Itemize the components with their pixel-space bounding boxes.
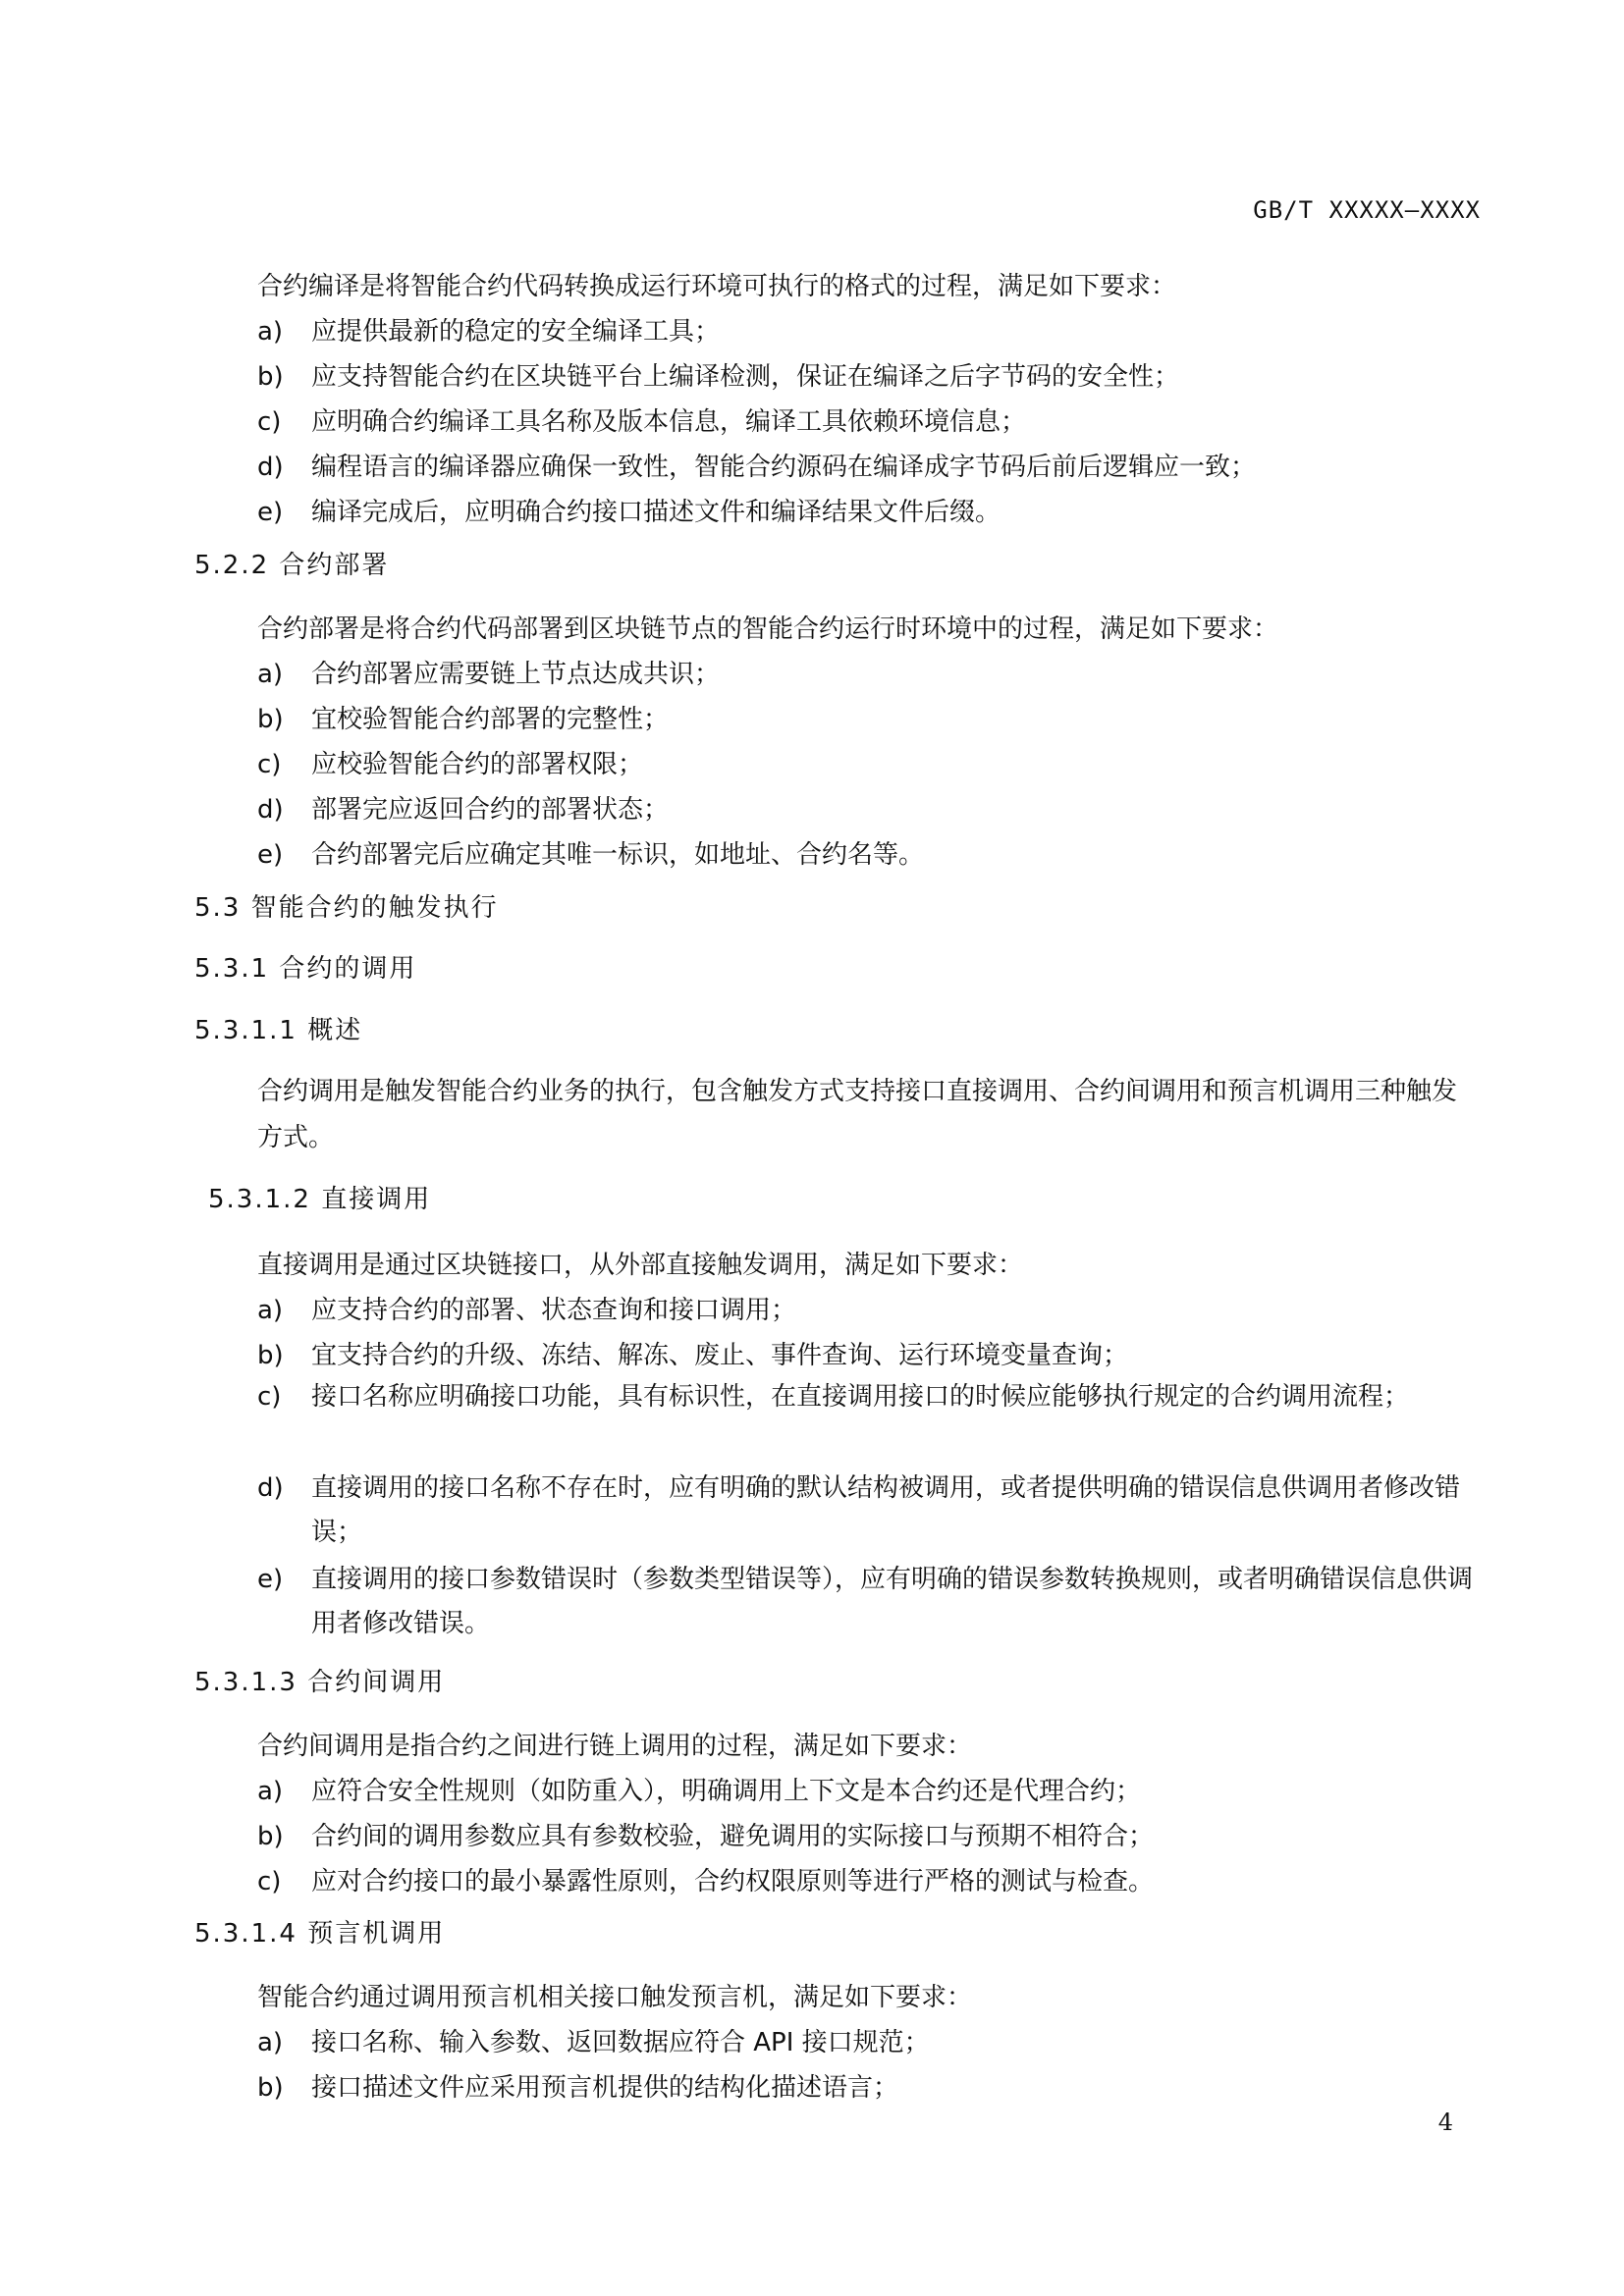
deploy-intro: 合约部署是将合约代码部署到区块链节点的智能合约运行时环境中的过程，满足如下要求： (257, 614, 1279, 644)
page-number: 4 (1437, 2109, 1453, 2136)
list-item: d) 部署完应返回合约的部署状态； (257, 795, 670, 825)
section-heading-5-3-1-4: 5.3.1.4 预言机调用 (194, 1919, 446, 1949)
compile-intro: 合约编译是将智能合约代码转换成运行环境可执行的格式的过程，满足如下要求： (257, 272, 1177, 301)
direct-intro: 直接调用是通过区块链接口，从外部直接触发调用，满足如下要求： (257, 1251, 1024, 1280)
list-item: c) 应对合约接口的最小暴露性原则，合约权限原则等进行严格的测试与检查。 (257, 1867, 1155, 1896)
list-item: b) 接口描述文件应采用预言机提供的结构化描述语言； (257, 2073, 899, 2103)
section-heading-5-2-2: 5.2.2 合约部署 (194, 551, 390, 580)
list-item: d) 编程语言的编译器应确保一致性，智能合约源码在编译成字节码后前后逻辑应一致； (257, 453, 1257, 482)
list-item: a) 应支持合约的部署、状态查询和接口调用； (257, 1296, 797, 1325)
section-heading-5-3-1-1: 5.3.1.1 概述 (194, 1016, 363, 1045)
section-heading-5-3-1-2: 5.3.1.2 直接调用 (208, 1185, 432, 1214)
list-item: a) 接口名称、输入参数、返回数据应符合 API 接口规范； (257, 2028, 930, 2057)
list-item: e) 合约部署完后应确定其唯一标识，如地址、合约名等。 (257, 840, 925, 870)
oracle-intro: 智能合约通过调用预言机相关接口触发预言机，满足如下要求： (257, 1983, 973, 2012)
list-item: c) 应校验智能合约的部署权限； (257, 750, 644, 779)
list-item: e) 编译完成后，应明确合约接口描述文件和编译结果文件后缀。 (257, 498, 1001, 527)
list-item: b) 合约间的调用参数应具有参数校验，避免调用的实际接口与预期不相符合； (257, 1822, 1155, 1851)
list-item: c) 应明确合约编译工具名称及版本信息，编译工具依赖环境信息； (257, 407, 1027, 437)
list-item: a) 合约部署应需要链上节点达成共识； (257, 660, 721, 689)
list-item: b) 应支持智能合约在区块链平台上编译检测，保证在编译之后字节码的安全性； (257, 362, 1180, 392)
list-item: b) 宜支持合约的升级、冻结、解冻、废止、事件查询、运行环境变量查询； (257, 1341, 1129, 1370)
list-item: b) 宜校验智能合约部署的完整性； (257, 705, 670, 734)
list-item: e) 直接调用的接口参数错误时（参数类型错误等），应有明确的错误参数转换规则，或者明确错误信息供调用者修改错误。 (257, 1565, 1474, 1638)
inter-intro: 合约间调用是指合约之间进行链上调用的过程，满足如下要求： (257, 1732, 973, 1761)
list-item: a) 应提供最新的稳定的安全编译工具； (257, 317, 721, 347)
section-heading-5-3-1-3: 5.3.1.3 合约间调用 (194, 1668, 446, 1697)
overview-text: 合约调用是触发智能合约业务的执行，包含触发方式支持接口直接调用、合约间调用和预言机调用三种触发方式。 (257, 1077, 1458, 1152)
section-heading-5-3-1: 5.3.1 合约的调用 (194, 954, 417, 984)
list-item: d) 直接调用的接口名称不存在时，应有明确的默认结构被调用，或者提供明确的错误信息供调用者修改错误； (257, 1473, 1461, 1547)
section-heading-5-3: 5.3 智能合约的触发执行 (194, 893, 499, 923)
list-item: a) 应符合安全性规则（如防重入），明确调用上下文是本合约还是代理合约； (257, 1777, 1142, 1806)
list-item: c) 接口名称应明确接口功能，具有标识性，在直接调用接口的时候应能够执行规定的合约调用流程； (257, 1382, 1410, 1412)
document-code: GB/T XXXXX—XXXX (1253, 196, 1481, 224)
